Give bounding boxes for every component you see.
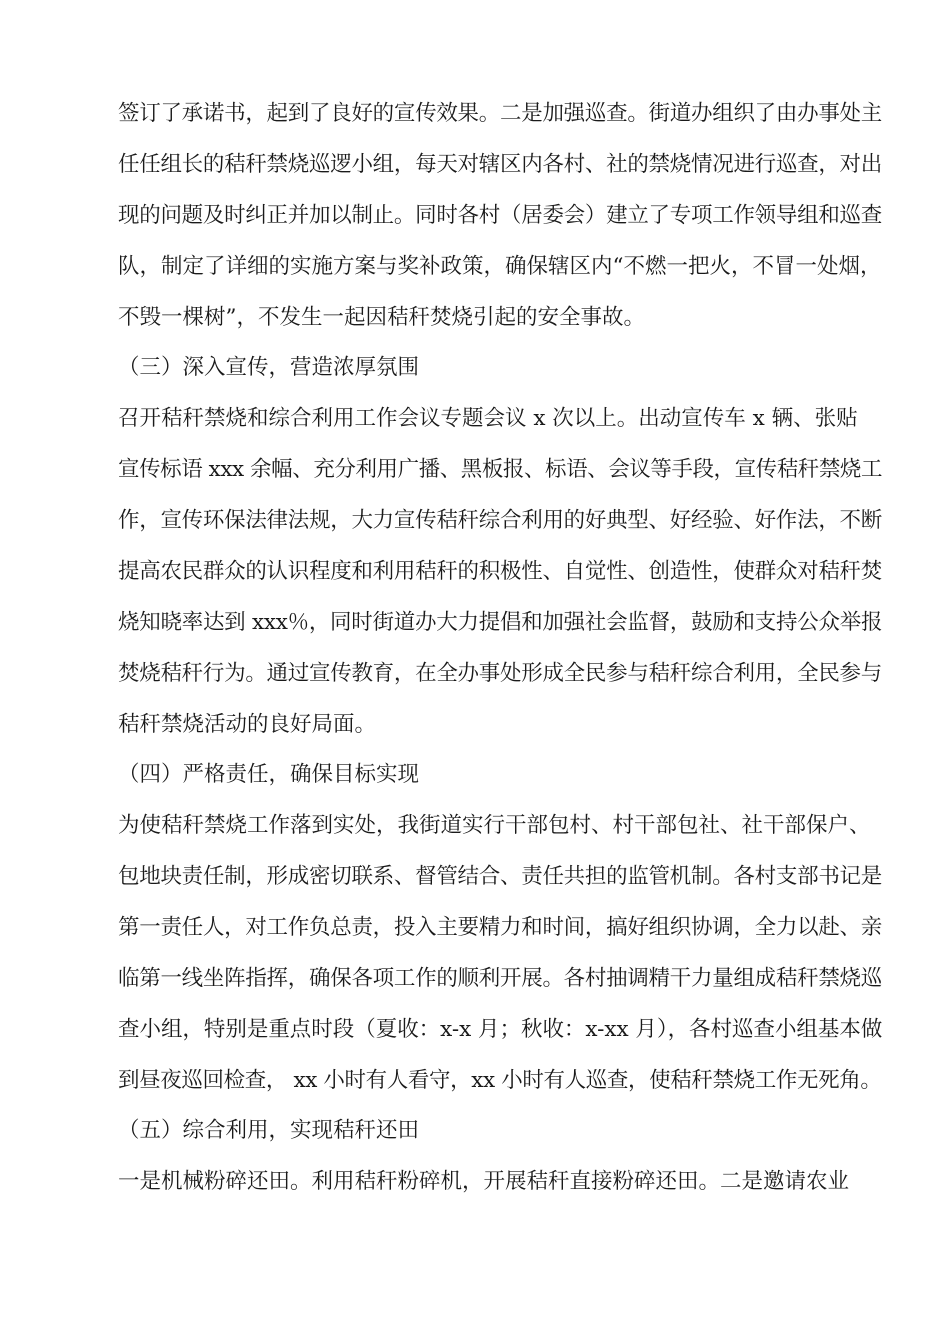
- section-heading: （三）深入宣传，营造浓厚氛围: [118, 355, 420, 380]
- paragraph-first-line: 为使秸秆禁烧工作落到实处，我街道实行干部包村、村干部包社、社干部保户、: [118, 813, 871, 838]
- body-text-line: 签订了承诺书，起到了良好的宣传效果。二是加强巡查。街道办组织了由办事处主: [118, 101, 882, 126]
- body-text-line: 宣传标语 xxx 余幅、充分利用广播、黑板报、标语、会议等手段，宣传秸秆禁烧工: [118, 457, 883, 482]
- body-text-line: 不毁一棵树”，不发生一起因秸秆焚烧引起的安全事故。: [118, 305, 645, 330]
- body-text-line: 提高农民群众的认识程度和利用秸秆的积极性、自觉性、创造性，使群众对秸秆焚: [118, 559, 882, 584]
- section-heading: （四）严格责任，确保目标实现: [118, 762, 420, 787]
- body-text-line: 秸秆禁烧活动的良好局面。: [118, 712, 377, 737]
- body-text-line: 烧知晓率达到 xxx％，同时街道办大力提倡和加强社会监督，鼓励和支持公众举报: [118, 610, 883, 635]
- section-heading: （五）综合利用，实现秸秆还田: [118, 1118, 420, 1143]
- body-text-line: 作，宣传环保法律法规，大力宣传秸秆综合利用的好典型、好经验、好作法，不断: [118, 508, 882, 533]
- paragraph-first-line: 一是机械粉碎还田。利用秸秆粉碎机，开展秸秆直接粉碎还田。二是邀请农业: [118, 1169, 850, 1194]
- body-text-line: 第一责任人，对工作负总责，投入主要精力和时间，搞好组织协调，全力以赴、亲: [118, 915, 882, 940]
- body-text-line: 现的问题及时纠正并加以制止。同时各村（居委会）建立了专项工作领导组和巡查: [118, 203, 882, 228]
- body-text-line: 临第一线坐阵指挥，确保各项工作的顺利开展。各村抽调精干力量组成秸秆禁烧巡: [118, 966, 882, 991]
- body-text-line: 任任组长的秸秆禁烧巡逻小组，每天对辖区内各村、社的禁烧情况进行巡查，对出: [118, 152, 882, 177]
- body-text-line: 包地块责任制，形成密切联系、督管结合、责任共担的监管机制。各村支部书记是: [118, 864, 882, 889]
- body-text-line: 焚烧秸秆行为。通过宣传教育，在全办事处形成全民参与秸秆综合利用，全民参与: [118, 661, 882, 686]
- paragraph-first-line: 召开秸秆禁烧和综合利用工作会议专题会议 x 次以上。出动宣传车 x 辆、张贴: [118, 406, 858, 431]
- body-text-line: 查小组，特别是重点时段（夏收：x-x 月；秋收：x-xx 月），各村巡查小组基本做: [118, 1017, 883, 1042]
- body-text-line: 到昼夜巡回检查， xx 小时有人看守，xx 小时有人巡查，使秸秆禁烧工作无死角。: [118, 1068, 882, 1093]
- body-text-line: 队，制定了详细的实施方案与奖补政策，确保辖区内“不燃一把火，不冒一处烟，: [118, 254, 882, 279]
